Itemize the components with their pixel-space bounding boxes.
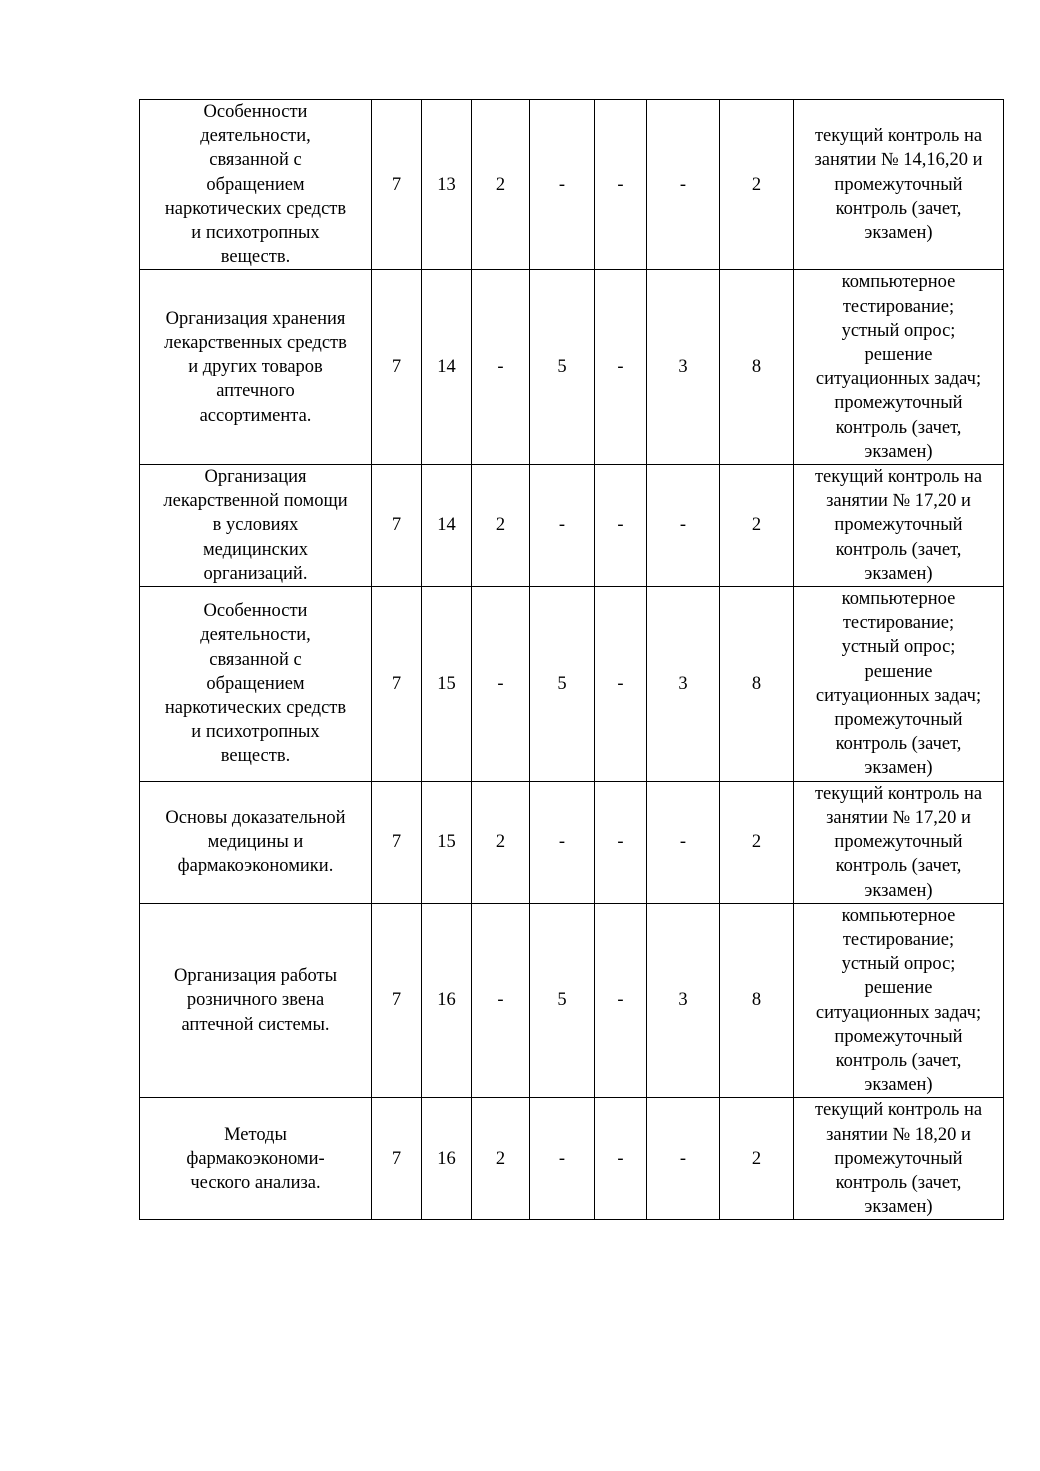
week-cell: 15: [422, 587, 472, 782]
table-row: [140, 1098, 1004, 1220]
topic-line: наркотических средств: [164, 198, 347, 219]
control-line: контроль (зачет,: [835, 198, 962, 219]
week-cell: 13: [422, 100, 472, 270]
table-row: [140, 270, 1004, 465]
control-cell: [794, 587, 1004, 782]
control-line: экзамен): [864, 441, 933, 462]
control-line: компьютерное: [841, 272, 956, 293]
hours-cell: 2: [720, 781, 794, 903]
topic-cell: [140, 100, 372, 270]
control-line: устный опрос;: [841, 637, 956, 658]
topic-line: лекарственной помощи: [163, 491, 348, 512]
week-cell: 16: [422, 1098, 472, 1220]
control-line: занятии № 17,20 и: [826, 491, 971, 512]
topic-line: фармакоэкономи-: [186, 1148, 325, 1169]
topic-line: аптечной системы.: [181, 1014, 330, 1035]
table-row: [140, 100, 1004, 270]
table-row: [140, 903, 1004, 1098]
hours-cell: 8: [720, 587, 794, 782]
week-cell: 14: [422, 465, 472, 587]
hours-cell: 8: [720, 270, 794, 465]
control-line: текущий контроль на: [814, 467, 983, 488]
topic-line: лекарственных средств: [164, 332, 347, 353]
topic-line: связанной с: [209, 150, 302, 171]
topic-line: Организация хранения: [165, 308, 346, 329]
control-line: промежуточный: [834, 393, 963, 414]
hours-cell: 2: [720, 465, 794, 587]
lab-cell: 3: [647, 587, 720, 782]
control-line: экзамен): [864, 563, 933, 584]
topic-line: Особенности: [203, 601, 308, 622]
control-line: текущий контроль на: [814, 783, 983, 804]
topic-line: деятельности,: [200, 126, 311, 147]
table-row: [140, 781, 1004, 903]
lectures-cell: -: [472, 903, 530, 1098]
week-cell: 15: [422, 781, 472, 903]
topic-cell: [140, 270, 372, 465]
control-line: решение: [864, 661, 933, 682]
lab-cell: -: [647, 1098, 720, 1220]
control-cell: [794, 781, 1004, 903]
lectures-cell: -: [472, 270, 530, 465]
seminar-cell: -: [595, 587, 647, 782]
control-line: промежуточный: [834, 1026, 963, 1047]
lab-cell: -: [647, 781, 720, 903]
control-line: контроль (зачет,: [835, 734, 962, 755]
control-line: экзамен): [864, 880, 933, 901]
topic-line: медицины и: [207, 832, 304, 853]
lab-cell: -: [647, 100, 720, 270]
seminar-cell: -: [595, 1098, 647, 1220]
practice-cell: 5: [530, 587, 595, 782]
table-row: [140, 587, 1004, 782]
control-line: контроль (зачет,: [835, 417, 962, 438]
control-line: контроль (зачет,: [835, 856, 962, 877]
topic-line: веществ.: [220, 746, 291, 767]
practice-cell: -: [530, 1098, 595, 1220]
practice-cell: 5: [530, 903, 595, 1098]
topic-line: Особенности: [203, 102, 308, 122]
control-line: промежуточный: [834, 832, 963, 853]
semester-cell: 7: [372, 100, 422, 270]
topic-line: и других товаров: [188, 357, 323, 378]
lab-cell: 3: [647, 270, 720, 465]
control-line: тестирование;: [842, 296, 955, 317]
practice-cell: -: [530, 781, 595, 903]
topic-line: Основы доказательной: [165, 807, 346, 828]
topic-line: наркотических средств: [164, 697, 347, 718]
practice-cell: 5: [530, 270, 595, 465]
topic-line: веществ.: [220, 247, 291, 268]
topic-line: Организация работы: [173, 966, 338, 987]
topic-cell: [140, 1098, 372, 1220]
control-line: ситуационных задач;: [815, 1002, 982, 1023]
hours-cell: 2: [720, 1098, 794, 1220]
control-line: тестирование;: [842, 613, 955, 634]
topic-line: Методы: [224, 1124, 287, 1145]
topic-line: фармакоэкономики.: [177, 856, 334, 877]
seminar-cell: -: [595, 465, 647, 587]
topic-line: розничного звена: [186, 990, 325, 1011]
topic-cell: [140, 465, 372, 587]
topic-line: деятельности,: [200, 625, 311, 646]
control-line: промежуточный: [834, 1148, 963, 1169]
control-line: экзамен): [864, 1197, 933, 1218]
lectures-cell: 2: [472, 781, 530, 903]
table-body: [140, 100, 1004, 1220]
control-line: устный опрос;: [841, 954, 956, 975]
control-line: текущий контроль на: [814, 126, 983, 147]
control-line: тестирование;: [842, 929, 955, 950]
topic-line: медицинских: [202, 539, 309, 560]
lectures-cell: 2: [472, 465, 530, 587]
topic-line: обращением: [206, 174, 305, 195]
control-cell: [794, 465, 1004, 587]
lab-cell: 3: [647, 903, 720, 1098]
topic-line: и психотропных: [191, 223, 320, 244]
topic-line: связанной с: [209, 649, 302, 670]
control-line: занятии № 17,20 и: [826, 807, 971, 828]
lectures-cell: -: [472, 587, 530, 782]
semester-cell: 7: [372, 1098, 422, 1220]
hours-cell: 8: [720, 903, 794, 1098]
week-cell: 14: [422, 270, 472, 465]
control-line: экзамен): [864, 1075, 933, 1096]
schedule-table: [139, 99, 1004, 1220]
semester-cell: 7: [372, 781, 422, 903]
control-line: контроль (зачет,: [835, 539, 962, 560]
control-cell: [794, 1098, 1004, 1220]
control-cell: [794, 903, 1004, 1098]
topic-line: ассортимента.: [199, 405, 312, 426]
control-line: текущий контроль на: [814, 1100, 983, 1121]
control-line: экзамен): [864, 758, 933, 779]
topic-cell: [140, 587, 372, 782]
control-line: компьютерное: [841, 589, 956, 610]
topic-cell: [140, 781, 372, 903]
seminar-cell: -: [595, 781, 647, 903]
hours-cell: 2: [720, 100, 794, 270]
topic-line: аптечного: [216, 381, 295, 402]
practice-cell: -: [530, 100, 595, 270]
control-line: компьютерное: [841, 905, 956, 926]
topic-line: Организация: [204, 467, 307, 488]
control-line: решение: [864, 978, 933, 999]
table-row: [140, 465, 1004, 587]
week-cell: 16: [422, 903, 472, 1098]
control-cell: [794, 100, 1004, 270]
control-line: экзамен): [864, 223, 933, 244]
control-line: контроль (зачет,: [835, 1172, 962, 1193]
seminar-cell: -: [595, 270, 647, 465]
control-line: ситуационных задач;: [815, 685, 982, 706]
semester-cell: 7: [372, 270, 422, 465]
topic-line: обращением: [206, 673, 305, 694]
control-line: промежуточный: [834, 515, 963, 536]
control-line: контроль (зачет,: [835, 1050, 962, 1071]
lab-cell: -: [647, 465, 720, 587]
semester-cell: 7: [372, 465, 422, 587]
control-line: занятии № 18,20 и: [826, 1124, 971, 1145]
lectures-cell: 2: [472, 1098, 530, 1220]
control-line: занятии № 14,16,20 и: [814, 150, 983, 171]
control-line: устный опрос;: [841, 320, 956, 341]
topic-line: в условиях: [212, 515, 299, 536]
topic-line: организаций.: [203, 563, 308, 584]
seminar-cell: -: [595, 100, 647, 270]
topic-line: ческого анализа.: [190, 1172, 321, 1193]
seminar-cell: -: [595, 903, 647, 1098]
control-line: промежуточный: [834, 174, 963, 195]
semester-cell: 7: [372, 903, 422, 1098]
control-line: решение: [864, 345, 933, 366]
semester-cell: 7: [372, 587, 422, 782]
topic-cell: [140, 903, 372, 1098]
control-cell: [794, 270, 1004, 465]
control-line: промежуточный: [834, 710, 963, 731]
control-line: ситуационных задач;: [815, 369, 982, 390]
topic-line: и психотропных: [191, 722, 320, 743]
lectures-cell: 2: [472, 100, 530, 270]
practice-cell: -: [530, 465, 595, 587]
